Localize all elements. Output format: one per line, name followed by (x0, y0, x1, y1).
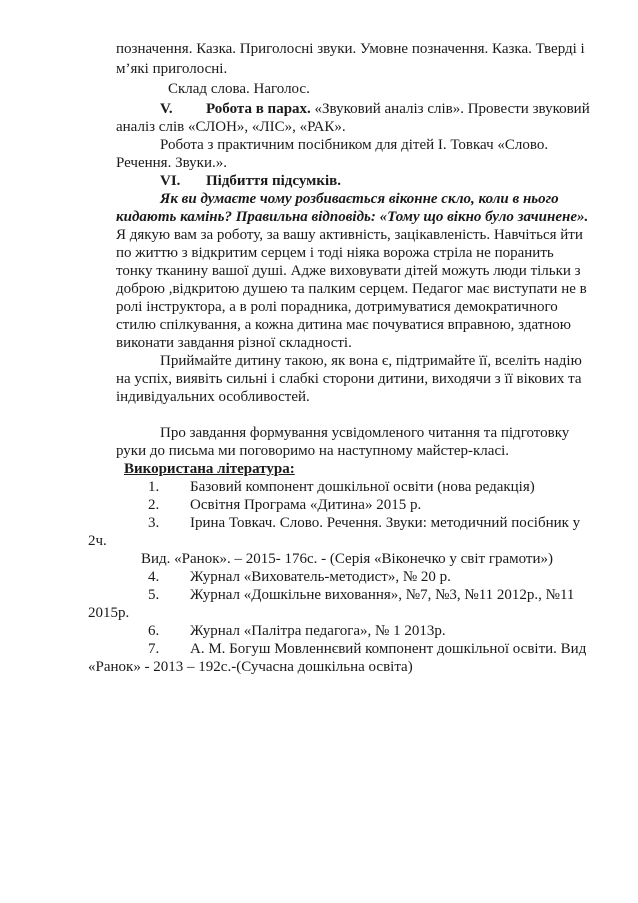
paragraph-line: ролі інструктора, а в ролі порадника, дотримуватися демократичного (116, 299, 558, 315)
paragraph-line: Я дякую вам за роботу, за вашу активність, зацікавленість. Навчіться йти (116, 227, 583, 243)
paragraph-line: на успіх, виявіть сильні і слабкі сторони дитини, виходячи з її вікових та (116, 371, 582, 387)
reference-text: Ірина Товкач. Слово. Речення. Звуки: методичний посібник у (190, 515, 581, 531)
reference-text: Журнал «Вихователь-методист», № 20 р. (190, 569, 451, 585)
reference-number: 6. (148, 623, 160, 639)
reference-item (148, 568, 451, 586)
section-number: VI. (160, 173, 181, 189)
paragraph-line: стилю спілкування, а кожна дитина має почуватися вправною, здатною (116, 317, 572, 333)
reference-item (148, 622, 446, 640)
paragraph-line: руки до письма ми поговоримо на наступному майстер-класі. (116, 443, 510, 459)
references-heading: Використана література: (124, 461, 295, 477)
reference-item (148, 640, 586, 658)
paragraph-line: м’які приголосні. (116, 61, 228, 77)
section-heading-vi (160, 172, 341, 190)
section-text: «Звуковий аналіз слів». Провести звуковий (310, 101, 590, 117)
section-heading-v (160, 100, 590, 118)
reference-continuation: 2ч. (88, 533, 107, 549)
reference-number: 7. (148, 641, 160, 657)
reference-text: А. М. Богуш Мовленнєвий компонент дошкільної освіти. Вид (190, 641, 587, 657)
reference-text: Базовий компонент дошкільної освіти (нова редакція) (190, 479, 535, 495)
reference-number: 2. (148, 497, 160, 513)
reference-continuation: Вид. «Ранок». – 2015- 176с. - (Серія «Віконечко у світ грамоти») (141, 551, 554, 567)
paragraph-line: по життю з відкритим серцем і тоді ніяка ворожа стріла не поранить (116, 245, 554, 261)
paragraph-line: індивідуальних особливостей. (116, 389, 310, 405)
section-title: Підбиття підсумків. (206, 173, 342, 189)
reference-text: Освітня Програма «Дитина» 2015 р. (190, 497, 422, 513)
section-number: V. (160, 101, 173, 117)
reference-text: Журнал «Палітра педагога», № 1 2013р. (190, 623, 446, 639)
paragraph-line: Приймайте дитину такою, як вона є, підтримайте її, вселіть надію (160, 353, 582, 369)
reference-number: 5. (148, 587, 160, 603)
paragraph-line: Склад слова. Наголос. (168, 81, 310, 97)
question-line: кидають камінь? Правильна відповідь: «Тому що вікно було зачинене». (116, 209, 589, 225)
paragraph-line: позначення. Казка. Приголосні звуки. Умовне позначення. Казка. Тверді і (116, 41, 585, 57)
reference-item (148, 478, 535, 496)
section-title: Робота в парах. (206, 101, 311, 117)
reference-number: 3. (148, 515, 160, 531)
question-line: Як ви думаєте чому розбивається віконне скло, коли в нього (160, 191, 559, 207)
paragraph-line: Речення. Звуки.». (116, 155, 227, 171)
reference-item (148, 586, 574, 604)
paragraph-line: Про завдання формування усвідомленого читання та підготовку (160, 425, 570, 441)
paragraph-line: Робота з практичним посібником для дітей І. Товкач «Слово. (160, 137, 549, 153)
reference-text: Журнал «Дошкільне виховання», №7, №3, №11 2012р., №11 (190, 587, 575, 603)
reference-continuation: 2015р. (88, 605, 130, 621)
paragraph-line: аналіз слів «СЛОН», «ЛІС», «РАК». (116, 119, 346, 135)
reference-number: 4. (148, 569, 160, 585)
reference-item (148, 514, 580, 532)
reference-item (148, 496, 421, 514)
paragraph-line: виконати завдання різної складності. (116, 335, 352, 351)
paragraph-line: тонку тканину вашої душі. Адже виховувати дітей можуть люди тільки з (116, 263, 581, 279)
reference-number: 1. (148, 479, 160, 495)
reference-continuation: «Ранок» - 2013 – 192с.-(Сучасна дошкільна освіта) (88, 659, 413, 675)
paragraph-line: доброю ,відкритою душею та палким серцем. Педагог має виступати не в (116, 281, 587, 297)
